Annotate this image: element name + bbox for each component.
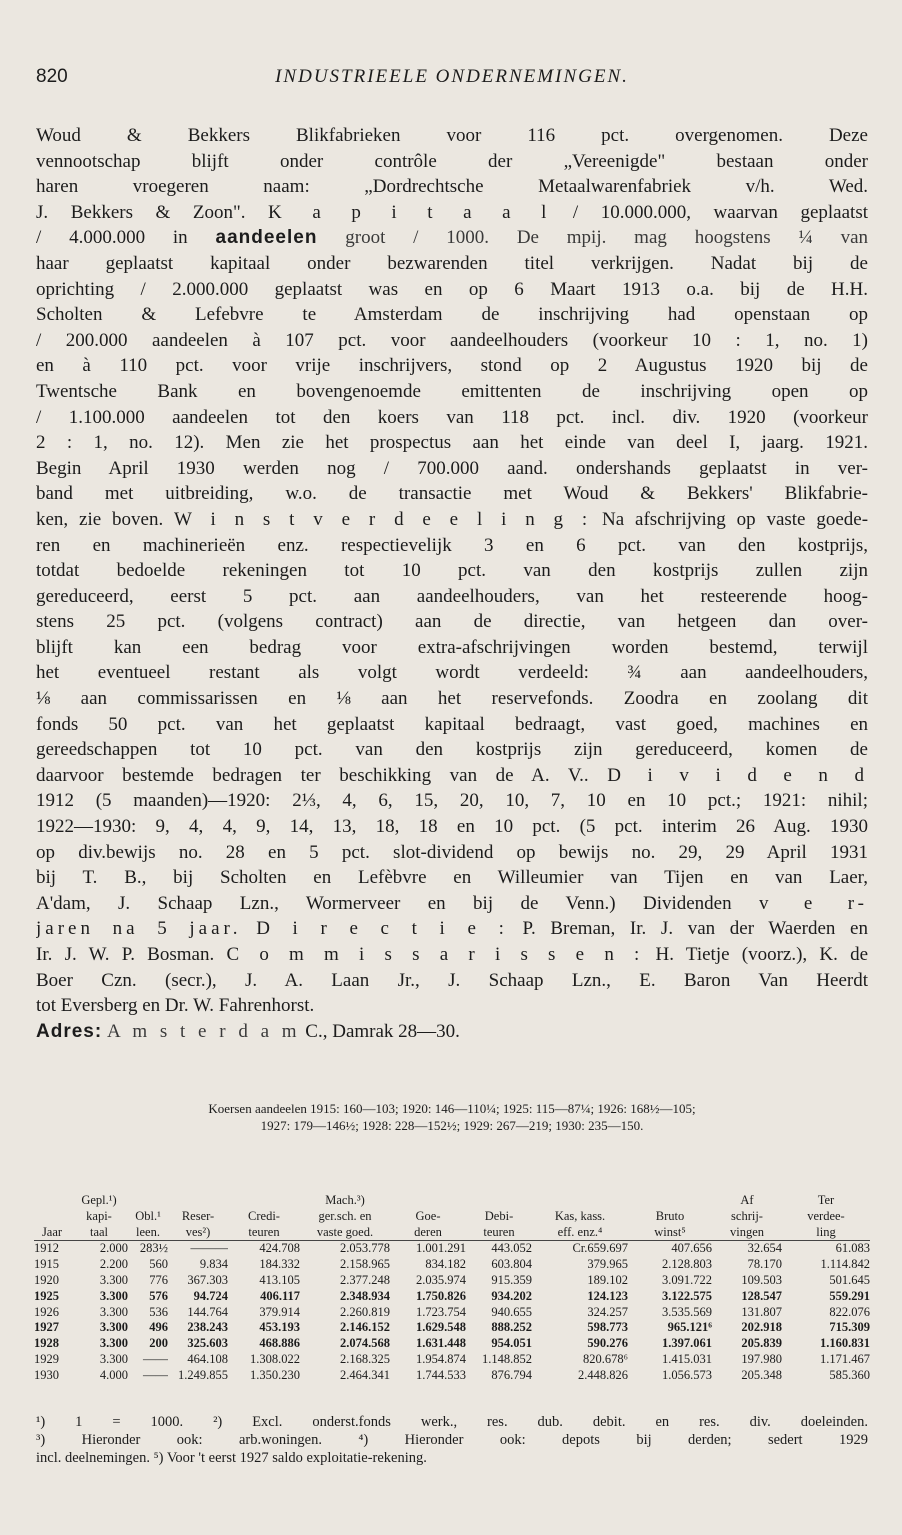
adres-city: A m s t e r d a m bbox=[106, 1020, 301, 1042]
table-header-cell: ling bbox=[782, 1224, 870, 1241]
table-cell: 585.360 bbox=[829, 1367, 870, 1382]
table-cell: 1.350.230 bbox=[250, 1367, 300, 1382]
share-prices-line: 1927: 179—146½; 1928: 228—152½; 1929: 267—219; 1930: 235—150. bbox=[260, 1118, 644, 1133]
commissarissen-label: C o m m i s s a r i s s e n : bbox=[226, 944, 644, 965]
table-cell: 3.091.722 bbox=[662, 1272, 712, 1287]
table-cell: 2.448.826 bbox=[578, 1367, 628, 1382]
text-line: vennootschap blijft onder contrôle der „Vereenigde" bestaan onder bbox=[36, 150, 868, 172]
table-cell: 1.750.826 bbox=[416, 1288, 466, 1303]
table-cell: 197.980 bbox=[741, 1351, 782, 1366]
financial-table-body bbox=[34, 1192, 870, 1383]
table-cell: 3.535.569 bbox=[662, 1304, 712, 1319]
table-cell: 559.291 bbox=[829, 1288, 870, 1303]
text-line: / 1.100.000 aandeelen tot den koers van 118 pct. incl. div. 1920 (voorkeur bbox=[36, 406, 868, 428]
table-cell: 2.000 bbox=[99, 1241, 128, 1256]
table-header-cell bbox=[168, 1192, 228, 1208]
table-cell: 407.656 bbox=[671, 1241, 712, 1256]
text-line: Twentsche Bank en bovengenoemde emittenten de inschrijving open op bbox=[36, 380, 868, 402]
table-cell: 560 bbox=[149, 1257, 168, 1272]
text-line: 1922—1930: 9, 4, 4, 9, 14, 13, 18, 18 en 10 pct. (5 pct. interim 26 Aug. 1930 bbox=[36, 816, 868, 838]
table-cell: 940.655 bbox=[491, 1304, 532, 1319]
table-cell: 2.260.819 bbox=[340, 1304, 390, 1319]
table-header-cell: vingen bbox=[712, 1224, 782, 1241]
table-header-row bbox=[34, 1192, 870, 1208]
table-cell: 1.056.573 bbox=[662, 1367, 712, 1382]
table-cell: 2.464.341 bbox=[340, 1367, 390, 1382]
table-cell: 324.257 bbox=[587, 1304, 628, 1319]
table-cell: 379.965 bbox=[587, 1257, 628, 1272]
text-line: 1912 (5 maanden)—1920: 2⅓, 4, 6, 15, 20, 10, 7, 10 en 10 pct.; 1921: nihil; bbox=[36, 790, 868, 812]
table-cell: 1.397.061 bbox=[662, 1336, 712, 1351]
table-cell: 283½ bbox=[139, 1241, 168, 1256]
table-cell: 238.243 bbox=[187, 1320, 228, 1335]
table-cell: 9.834 bbox=[199, 1257, 228, 1272]
text-line: Woud & Bekkers Blikfabrieken voor 116 pct. overgenomen. Deze bbox=[36, 125, 868, 146]
table-cell: ——— bbox=[190, 1241, 228, 1256]
table-cell: 1.160.831 bbox=[820, 1336, 870, 1351]
table-cell: 876.794 bbox=[491, 1367, 532, 1382]
address-line bbox=[36, 1019, 868, 1045]
table-cell: 205.348 bbox=[741, 1367, 782, 1382]
table-cell: 200 bbox=[149, 1336, 168, 1351]
table-cell: 2.200 bbox=[99, 1257, 128, 1272]
text-line: Ir. J. W. P. Bosman. C o m m i s s a r i s s e n : H. Tietje (voorz.), K. de bbox=[36, 944, 868, 965]
table-cell: 1.954.874 bbox=[416, 1351, 466, 1366]
table-header-cell: Kas, kass. bbox=[554, 1208, 606, 1223]
body-text bbox=[36, 123, 868, 1044]
table-row bbox=[34, 1304, 870, 1320]
aandeelen-label: aandeelen bbox=[215, 227, 318, 249]
table-header-cell: Gepl.¹) bbox=[81, 1192, 117, 1207]
table-cell: 834.182 bbox=[425, 1257, 466, 1272]
table-cell: 1915 bbox=[34, 1257, 59, 1272]
table-cell: 3.122.575 bbox=[662, 1288, 712, 1303]
table-cell: 2.348.934 bbox=[340, 1288, 390, 1303]
table-cell: 3.300 bbox=[99, 1272, 128, 1287]
dividend-label: D i v i d e n d bbox=[607, 764, 868, 786]
table-cell: 78.170 bbox=[747, 1257, 782, 1272]
table-cell: 590.276 bbox=[587, 1336, 628, 1351]
table-cell: 325.603 bbox=[187, 1336, 228, 1351]
table-cell: 915.359 bbox=[491, 1272, 532, 1287]
table-cell: 598.773 bbox=[587, 1320, 628, 1335]
table-cell: 443.052 bbox=[491, 1241, 532, 1256]
table-cell: 124.123 bbox=[587, 1288, 628, 1303]
table-cell: 822.076 bbox=[829, 1304, 870, 1319]
winstverdeeling-label: W i n s t v e r d e e l i n g : bbox=[174, 508, 592, 530]
table-cell: 603.804 bbox=[491, 1257, 532, 1272]
table-cell: 94.724 bbox=[193, 1288, 228, 1303]
table-header-cell: deren bbox=[390, 1224, 466, 1241]
table-header-cell: teuren bbox=[228, 1224, 300, 1241]
table-cell: 4.000 bbox=[99, 1367, 128, 1382]
table-cell: —— bbox=[143, 1351, 168, 1366]
table-cell: 776 bbox=[149, 1272, 168, 1287]
table-header-cell: Goe- bbox=[415, 1208, 441, 1223]
table-cell: 1920 bbox=[34, 1272, 59, 1287]
text-line: A'dam, J. Schaap Lzn., Wormerveer en bij de Venn.) Dividenden v e r- bbox=[36, 892, 868, 914]
table-cell: 3.300 bbox=[99, 1336, 128, 1351]
text-line: het eventueel restant als volgt wordt verdeeld: ¾ aan aandeelhouders, bbox=[36, 662, 868, 684]
table-cell: 934.202 bbox=[491, 1288, 532, 1303]
table-cell: 2.128.803 bbox=[662, 1257, 712, 1272]
table-cell: 1930 bbox=[34, 1367, 59, 1382]
table-cell: 715.309 bbox=[829, 1320, 870, 1335]
table-header-cell: schrij- bbox=[731, 1208, 763, 1223]
table-row bbox=[34, 1352, 870, 1368]
footnotes bbox=[36, 1413, 868, 1467]
text-line: stens 25 pct. (volgens contract) aan de directie, van hetgeen dan over- bbox=[36, 611, 868, 633]
text-line: op div.bewijs no. 28 en 5 pct. slot-dividend op bewijs no. 29, 29 April 1931 bbox=[36, 841, 868, 863]
text-line: fonds 50 pct. van het geplaatst kapitaal bedraagt, vast goed, machines en bbox=[36, 713, 868, 735]
table-row bbox=[34, 1367, 870, 1383]
table-header-cell bbox=[390, 1192, 466, 1208]
table-cell: 413.105 bbox=[259, 1272, 300, 1287]
table-cell: 3.300 bbox=[99, 1288, 128, 1303]
text-line: Scholten & Lefebvre te Amsterdam de inschrijving had openstaan op bbox=[36, 304, 868, 326]
table-cell: 205.839 bbox=[741, 1336, 782, 1351]
table-cell: 184.332 bbox=[259, 1257, 300, 1272]
table-cell: 189.102 bbox=[587, 1272, 628, 1287]
table-cell: 468.886 bbox=[259, 1336, 300, 1351]
table-header-cell: verdee- bbox=[807, 1208, 845, 1223]
table-header-cell bbox=[532, 1192, 628, 1208]
table-header-row bbox=[34, 1208, 870, 1224]
text-line: / 4.000.000 in aandeelen groot / 1000. De mpij. mag hoogstens ¼ van bbox=[36, 227, 868, 249]
verjaren-label: v e r- bbox=[759, 892, 868, 914]
table-header-cell bbox=[628, 1192, 712, 1208]
table-cell: 954.051 bbox=[491, 1336, 532, 1351]
table-cell: 576 bbox=[149, 1288, 168, 1303]
footnote-line: incl. deelnemingen. ⁵) Voor 't eerst 1927 saldo exploitatie-rekening. bbox=[36, 1450, 427, 1466]
table-header-cell: taal bbox=[70, 1224, 128, 1241]
table-cell: 32.654 bbox=[747, 1241, 782, 1256]
table-cell: 1.148.852 bbox=[482, 1351, 532, 1366]
table-cell: 2.074.568 bbox=[340, 1336, 390, 1351]
page-header bbox=[36, 66, 868, 92]
table-header-cell: teuren bbox=[466, 1224, 532, 1241]
text-line: / 200.000 aandeelen à 107 pct. voor aandeelhouders (voorkeur 10 : 1, no. 1) bbox=[36, 329, 868, 351]
table-cell: 1.114.842 bbox=[820, 1257, 870, 1272]
table-row bbox=[34, 1257, 870, 1273]
table-cell: 3.300 bbox=[99, 1320, 128, 1335]
adres-street: C., Damrak 28—30. bbox=[305, 1020, 460, 1042]
table-row bbox=[34, 1288, 870, 1304]
table-cell: 2.377.248 bbox=[340, 1272, 390, 1287]
table-header-cell: Ter bbox=[817, 1192, 835, 1207]
table-row bbox=[34, 1320, 870, 1336]
text-line: bij T. B., bij Scholten en Lefèbvre en Willeumier van Tijen en van Laer, bbox=[36, 867, 868, 889]
table-header-cell: vaste goed. bbox=[300, 1224, 390, 1241]
table-header-cell bbox=[466, 1192, 532, 1208]
table-cell: 2.168.325 bbox=[340, 1351, 390, 1366]
text-line: Boer Czn. (secr.), J. A. Laan Jr., J. Schaap Lzn., E. Baron Van Heerdt bbox=[36, 969, 868, 991]
text-line: ken, zie boven. W i n s t v e r d e e l i n g : Na afschrijving op vaste goede- bbox=[36, 508, 868, 530]
table-cell: 1.629.548 bbox=[416, 1320, 466, 1335]
table-cell: 131.807 bbox=[741, 1304, 782, 1319]
table-header-cell bbox=[128, 1192, 168, 1208]
text-line: en à 110 pct. voor vrije inschrijvers, stond op 2 Augustus 1920 bij de bbox=[36, 355, 868, 377]
table-cell: 1.171.467 bbox=[820, 1351, 870, 1366]
table-header-cell bbox=[228, 1192, 300, 1208]
text-line: band met uitbreiding, w.o. de transactie met Woud & Bekkers' Blikfabrie- bbox=[36, 483, 868, 505]
table-header-cell: Af bbox=[740, 1192, 754, 1207]
text-line: ren en machinerieën enz. respectievelijk 3 en 6 pct. van den kostprijs, bbox=[36, 534, 868, 556]
share-prices bbox=[36, 1100, 868, 1134]
table-row bbox=[34, 1336, 870, 1352]
table-cell: 3.300 bbox=[99, 1304, 128, 1319]
table-header-cell: kapi- bbox=[86, 1208, 112, 1223]
table-cell: 406.117 bbox=[260, 1288, 300, 1303]
table-cell: 379.914 bbox=[259, 1304, 300, 1319]
text-line: daarvoor bestemde bedragen ter beschikking van de A. V.. D i v i d e n d bbox=[36, 764, 868, 786]
table-header-cell: leen. bbox=[128, 1224, 168, 1241]
table-header-cell: Credi- bbox=[248, 1208, 280, 1223]
table-cell: 2.146.152 bbox=[340, 1320, 390, 1335]
text-line: haar geplaatst kapitaal onder bezwarenden titel verkrijgen. Nadat bij de bbox=[36, 252, 868, 274]
table-cell: 109.503 bbox=[741, 1272, 782, 1287]
footnote-line: ¹) 1 = 1000. ²) Excl. onderst.fonds werk., res. dub. debit. en res. div. doeleinden. bbox=[36, 1414, 868, 1430]
share-prices-line: Koersen aandeelen 1915: 160—103; 1920: 146—110¼; 1925: 115—87¼; 1926: 168½—105; bbox=[208, 1101, 696, 1116]
table-header-cell: ger.sch. en bbox=[318, 1208, 372, 1223]
table-cell: 202.918 bbox=[741, 1320, 782, 1335]
text-line: oprichting / 2.000.000 geplaatst was en op 6 Maart 1913 o.a. bij de H.H. bbox=[36, 278, 868, 300]
text-line: Begin April 1930 werden nog / 700.000 aand. ondershands geplaatst in ver- bbox=[36, 457, 868, 479]
table-cell: 144.764 bbox=[187, 1304, 228, 1319]
text-line: haren vroegeren naam: „Dordrechtsche Metaalwarenfabriek v/h. Wed. bbox=[36, 176, 868, 198]
table-cell: 1925 bbox=[34, 1288, 59, 1303]
table-header-cell: Mach.³) bbox=[325, 1192, 365, 1207]
text-line: 2 : 1, no. 12). Men zie het prospectus aan het einde van deel I, jaarg. 1921. bbox=[36, 432, 868, 454]
table-row bbox=[34, 1273, 870, 1289]
table-cell: 1.001.291 bbox=[416, 1241, 466, 1256]
table-cell: 2.053.778 bbox=[340, 1241, 390, 1256]
table-header-cell: ves²) bbox=[168, 1224, 228, 1241]
table-cell: 820.678⁶ bbox=[583, 1351, 628, 1366]
table-cell: 888.252 bbox=[491, 1320, 532, 1335]
table-header-cell bbox=[34, 1208, 70, 1224]
table-cell: 1926 bbox=[34, 1304, 59, 1319]
table-cell: 1.631.448 bbox=[416, 1336, 466, 1351]
table-header-row bbox=[34, 1224, 870, 1241]
text-line: blijft kan een bedrag voor extra-afschrijvingen worden bestemd, terwijl bbox=[36, 636, 868, 658]
table-cell: Cr.659.697 bbox=[572, 1241, 628, 1256]
footnote-line: ³) Hieronder ook: arb.woningen. ⁴) Hieronder ook: depots bij derden; sedert 1929 bbox=[36, 1432, 868, 1448]
table-cell: 496 bbox=[149, 1320, 168, 1335]
text-line: jaren na 5 jaar. D i r e c t i e : P. Breman, Ir. J. van der Waerden en bbox=[36, 918, 868, 940]
table-header-cell: winst⁵ bbox=[628, 1224, 712, 1241]
table-cell: 2.158.965 bbox=[340, 1257, 390, 1272]
table-cell: 1.723.754 bbox=[416, 1304, 466, 1319]
table-cell: 1.744.533 bbox=[416, 1367, 466, 1382]
table-cell: 128.547 bbox=[741, 1288, 782, 1303]
table-cell: 453.193 bbox=[259, 1320, 300, 1335]
text-line: tot Eversberg en Dr. W. Fahrenhorst. bbox=[36, 995, 315, 1017]
table-cell: 424.708 bbox=[259, 1241, 300, 1256]
table-cell: 464.108 bbox=[187, 1351, 228, 1366]
directie-label: D i r e c t i e : bbox=[256, 918, 508, 940]
table-cell: 501.645 bbox=[829, 1272, 870, 1287]
table-header-cell: Reser- bbox=[181, 1208, 215, 1223]
page-number: 820 bbox=[36, 66, 68, 87]
table-header-cell bbox=[34, 1192, 70, 1208]
table-cell: —— bbox=[143, 1367, 168, 1382]
table-header-cell: eff. enz.⁴ bbox=[532, 1224, 628, 1241]
table-cell: 1927 bbox=[34, 1320, 59, 1335]
text-line: gereedschappen tot 10 pct. van den kostprijs zijn gereduceerd, komen de bbox=[36, 739, 868, 761]
text-line: ⅛ aan commissarissen en ⅛ aan het reservefonds. Zoodra en zoolang dit bbox=[36, 688, 868, 710]
table-cell: 1.249.855 bbox=[178, 1367, 228, 1382]
table-cell: 536 bbox=[149, 1304, 168, 1319]
table-cell: 2.035.974 bbox=[416, 1272, 466, 1287]
running-title: INDUSTRIEELE ONDERNEMINGEN. bbox=[275, 66, 629, 87]
table-row bbox=[34, 1241, 870, 1257]
table-header-cell: Jaar bbox=[34, 1224, 70, 1241]
table-header-cell: Debi- bbox=[484, 1208, 514, 1223]
table-cell: 1.415.031 bbox=[662, 1351, 712, 1366]
text-line: gereduceerd, eerst 5 pct. aan aandeelhouders, van het resteerende hoog- bbox=[36, 585, 868, 607]
table-cell: 1912 bbox=[34, 1241, 59, 1256]
table-cell: 965.121⁶ bbox=[667, 1320, 712, 1335]
table-cell: 1928 bbox=[34, 1336, 59, 1351]
table-cell: 1929 bbox=[34, 1351, 59, 1366]
table-header-cell: Obl.¹ bbox=[135, 1208, 161, 1223]
table-cell: 1.308.022 bbox=[250, 1351, 300, 1366]
adres-label: Adres: bbox=[36, 1020, 103, 1042]
text-line: J. Bekkers & Zoon". K a p i t a a l / 10.000.000, waarvan geplaatst bbox=[36, 201, 868, 223]
table-cell: 3.300 bbox=[99, 1351, 128, 1366]
financial-table bbox=[34, 1192, 870, 1383]
table-header-cell: Bruto bbox=[655, 1208, 685, 1223]
table-cell: 61.083 bbox=[835, 1241, 870, 1256]
text-line: totdat bedoelde rekeningen tot 10 pct. van den kostprijs zullen zijn bbox=[36, 560, 868, 582]
table-cell: 367.303 bbox=[187, 1272, 228, 1287]
kapitaal-label: K a p i t a a l bbox=[268, 201, 551, 223]
